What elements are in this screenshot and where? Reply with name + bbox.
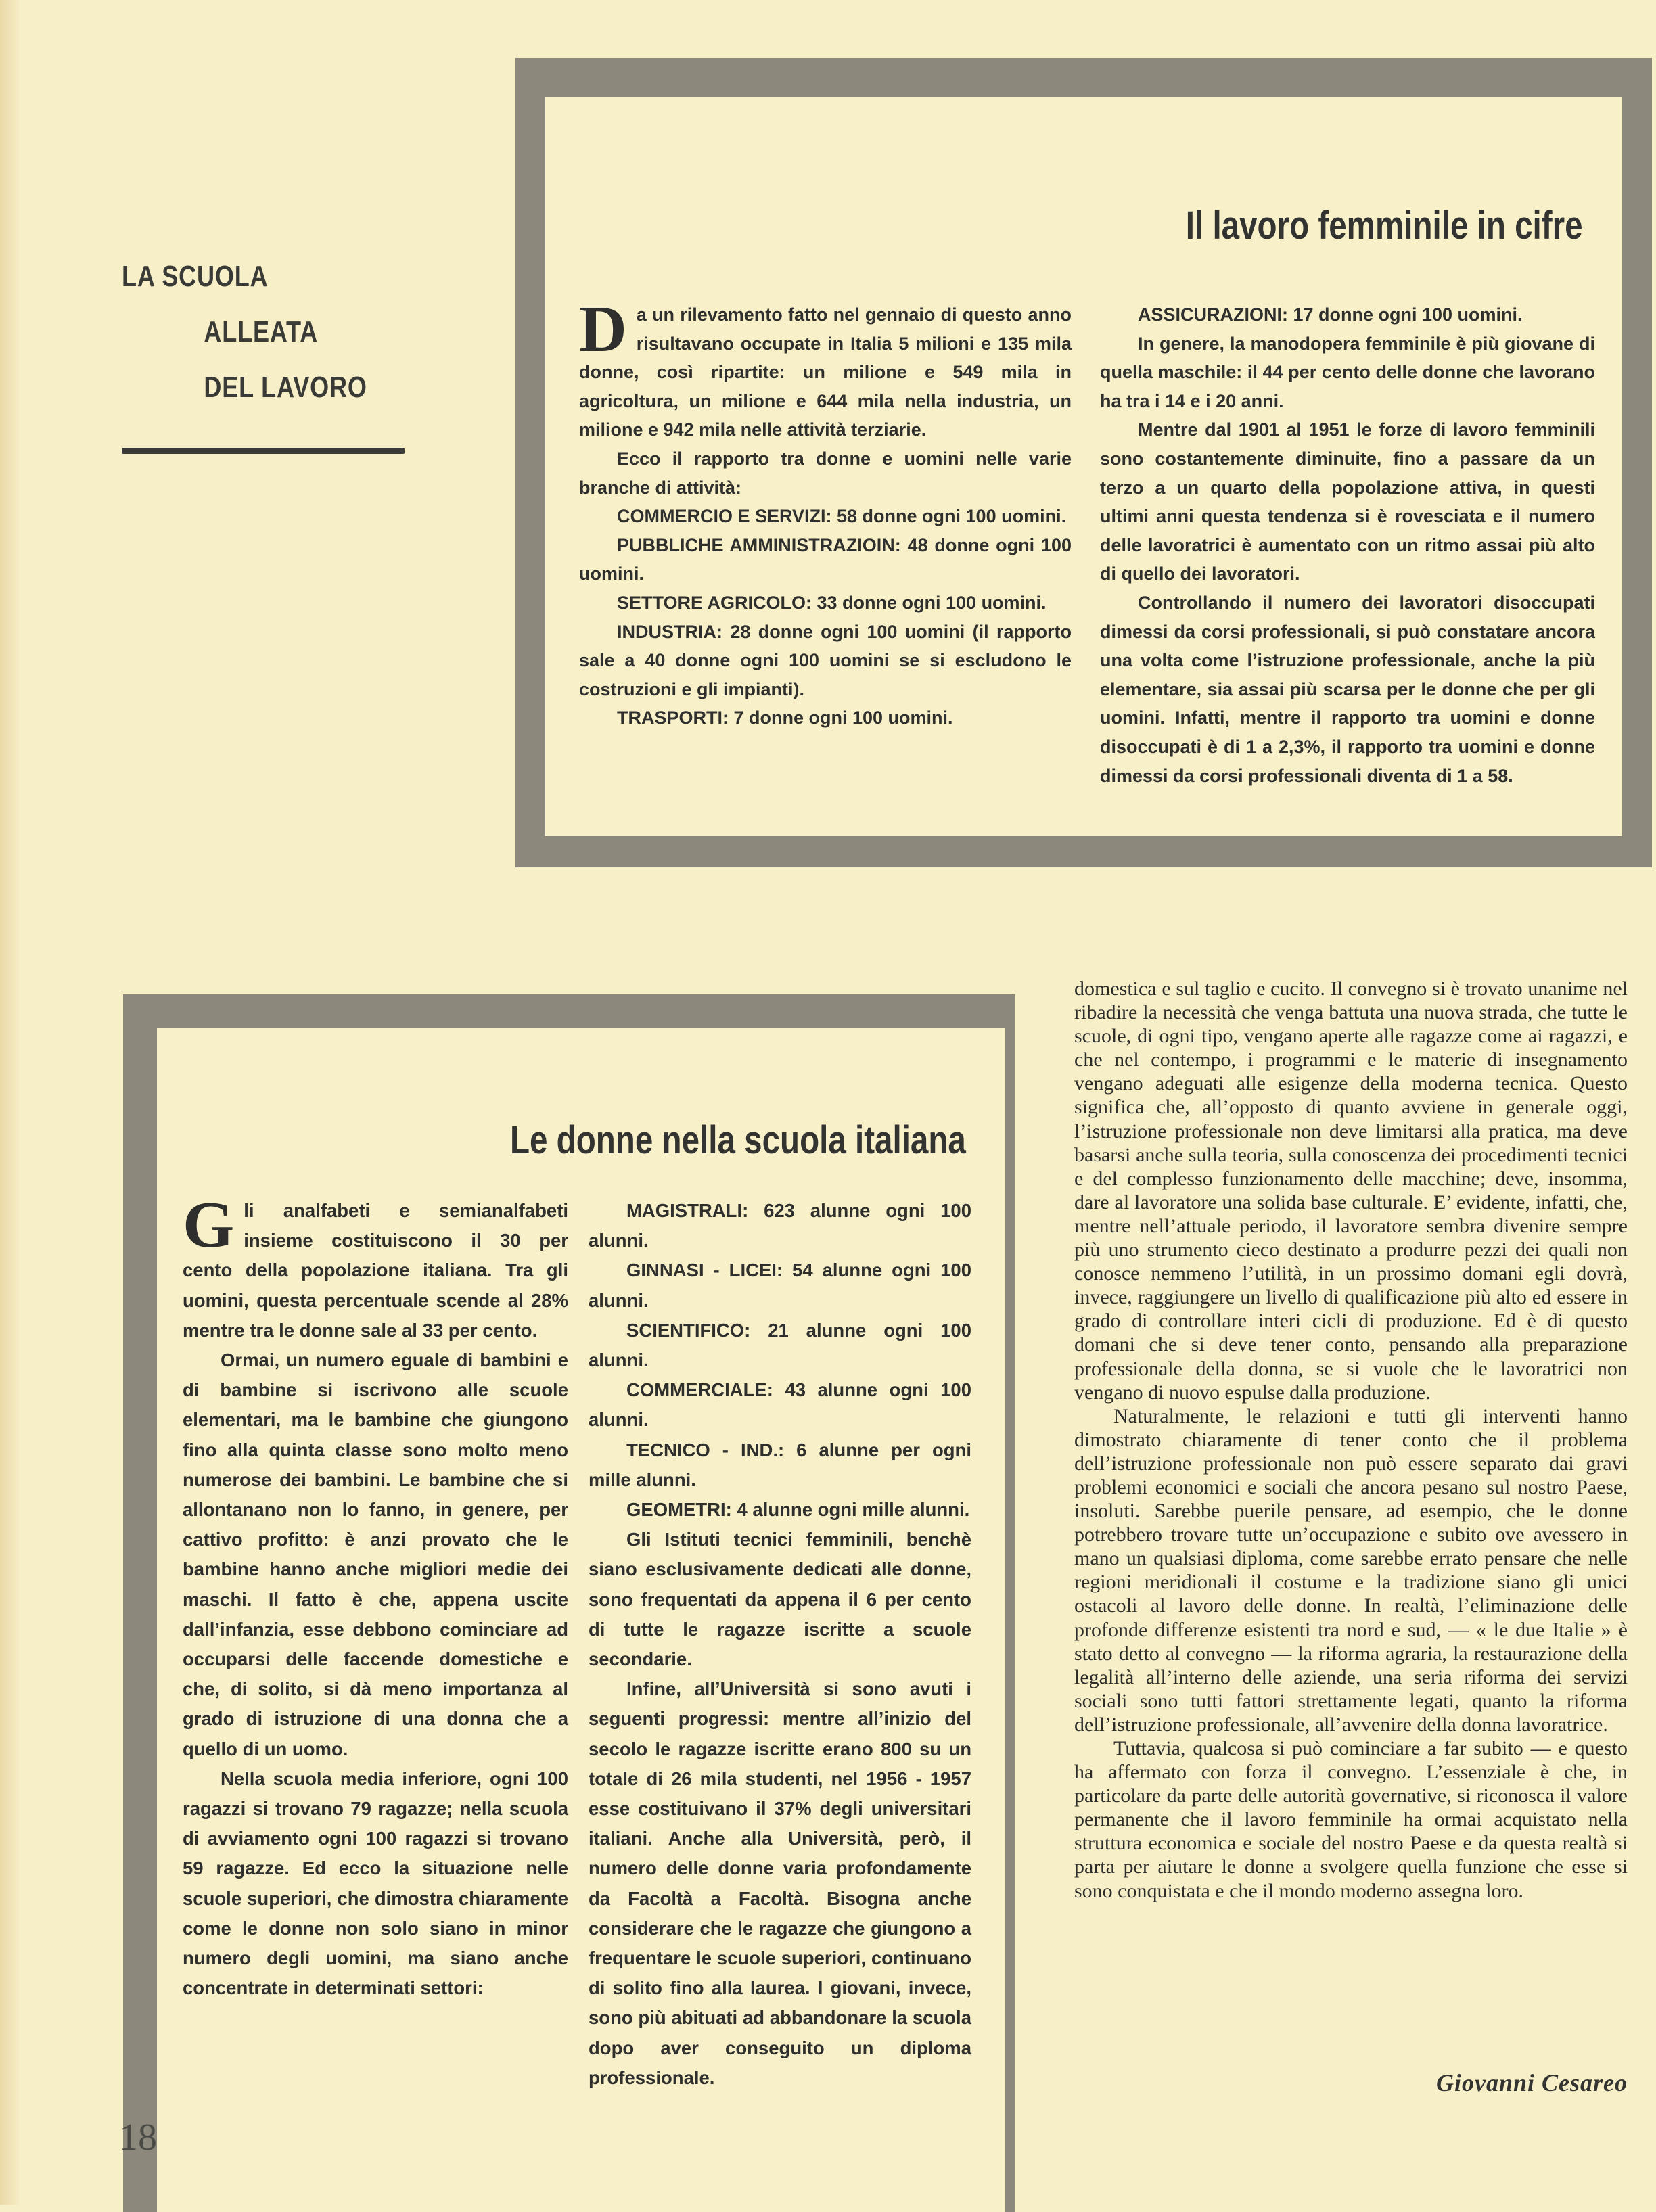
dropcap-g: G [183,1189,235,1262]
lavoro-paragraph: Mentre dal 1901 al 1951 le forze di lavoro femminili sono costantemente diminuite, fino a passare da un terzo a un quarto della popolazione attiva, in questi ultimi anni questa tendenza si è rovesciata e il numero delle lavoratrici è aumentato con un ritmo assai più alto di quello dei lavoratori. [1100,419,1595,584]
lavoro-femminile-title: Il lavoro femminile in cifre [1186,204,1583,248]
lavoro-femminile-box-inner [545,97,1622,836]
lavoro-stat-trasporti: TRASPORTI: 7 donne ogni 100 uomini. [617,708,953,729]
author-byline: Giovanni Cesareo [1435,2069,1628,2096]
lavoro-paragraph: Ecco il rapporto tra donne e uomini nelle varie branche di attività: [579,448,1072,498]
lavoro-paragraph: In genere, la manodopera femminile è più giovane di quella maschile: il 44 per cento delle donne che lavorano ha tra i 14 e i 20 anni. [1100,333,1595,411]
scuola-stat-ginnasi-licei: GINNASI - LICEI: 54 alunne ogni 100 alunni. [589,1260,971,1311]
scuola-stat-tecnico-ind: TECNICO - IND.: 6 alunne per ogni mille alunni. [589,1439,971,1490]
section-heading [122,249,367,415]
scuola-paragraph: Infine, all’Università si sono avuti i seguenti progressi: mentre all’inizio del secolo le ragazze iscritte erano 800 su un totale di 26 mila studenti, nel 1956 - 1957 esse costituivano il 37% degli universitari italiani. Anche alla Università, però, il numero delle donne varia profondamente da Facoltà a Facoltà. Bisogna anche considerare che le ragazze che giungono a frequentare le scuole superiori, continuano di solito fino alla laurea. I giovani, invece, sono più abituati ad abbandonare la scuola dopo aver conseguito un diploma professionale. [589,1678,971,2088]
scuola-stat-scientifico: SCIENTIFICO: 21 alunne ogni 100 alunni. [589,1319,971,1371]
page-edge [0,0,19,2205]
scuola-stat-commerciale: COMMERCIALE: 43 alunne ogni 100 alunni. [589,1379,971,1431]
page-number: 18 [119,2117,157,2159]
lavoro-stat-pubbliche: PUBBLICHE AMMINISTRAZIOIN: 48 donne ogni 100 uomini. [579,534,1072,584]
article-paragraph: Tuttavia, qualcosa si può cominciare a far subito — e questo ha affermato con forza il convegno. L’essenziale è che, in particolare da parte delle autorità governative, si riconosca il valore permanente che il lavoro femminile ha ormai acquistato nella struttura economica e sociale del nostro Paese e da questa realtà si parta per aiutare le donne a svolgere quella funzione che esse si sono conquistata e che il mondo moderno assegna loro. [1074,1737,1628,1902]
scuola-stat-geometri: GEOMETRI: 4 alunne ogni mille alunni. [626,1499,970,1521]
lavoro-stat-industria: INDUSTRIA: 28 donne ogni 100 uomini (il rapporto sale a 40 donne ogni 100 uomini se si escludono le costruzioni e gli impianti). [579,621,1072,699]
donne-scuola-box-inner [157,1028,1005,2212]
scuola-paragraph: Gli Istituti tecnici femminili, benchè siano esclusivamente dedicati alle donne, sono frequentati da appena il 6 per cento di tutte le ragazze iscritte a scuole secondarie. [589,1529,971,1670]
section-heading-line-2: ALLEATA [204,315,319,348]
donne-scuola-title: Le donne nella scuola italiana [510,1118,966,1162]
dropcap-d: D [579,293,627,366]
scuola-right-column [589,1196,971,2093]
article-paragraph: domestica e sul taglio e cucito. Il convegno si è trovato unanime nel ribadire la necessità che venga battuta una nuova strada, che tutte le scuole, di ogni tipo, vengano aperte alle ragazze come ai ragazzi, e che nel contempo, i programmi e le materie di insegnamento vengano adeguati alle esigenze della moderna tecnica. Questo significa che, all’opposto di quanto avviene in generale oggi, l’istruzione professionale non deve limitarsi alla pratica, ma deve basarsi anche sulla teoria, sulla conoscenza dei procedimenti tecnici e del complesso funzionamento delle macchine; deve, insomma, dare al lavoratore una solida base culturale. E’ evidente, infatti, che, mentre nell’attuale periodo, il lavoratore sembra divenire sempre più uno strumento cieco destinato a produrre pezzi dei quali non conosce nemmeno l’utilità, in un prossimo domani egli dovrà, invece, raggiungere un livello di qualificazione più alto ed essere in grado di controllare interi cicli di produzione. Ed è di questo domani che si deve tener conto, pensando alla preparazione professionale della donna, se si vuole che le lavoratrici non vengano di nuovo espulse dalla produzione. [1074,977,1628,1404]
lavoro-femminile-box [515,58,1652,867]
article-body [1074,977,1628,1903]
lavoro-paragraph: Controllando il numero dei lavoratori disoccupati dimessi da corsi professionali, si può constatare ancora una volta come l’istruzione professionale, anche la più elementare, sia assai più scarsa per le donne che per gli uomini. Infatti, mentre il rapporto tra uomini e donne disoccupati è di 1 a 2,3%, il rapporto tra uomini e donne dimessi da corsi professionali diventa di 1 a 58. [1100,592,1595,786]
lavoro-left-column [579,293,1072,733]
scuola-left-column [183,1189,568,2003]
section-heading-line-1: LA SCUOLA [122,260,269,293]
heading-rule [122,448,405,454]
section-heading-line-3: DEL LAVORO [204,371,367,404]
donne-scuola-box [123,994,1015,2212]
lavoro-stat-assicurazioni: ASSICURAZIONI: 17 donne ogni 100 uomini. [1138,304,1523,325]
article-paragraph: Naturalmente, le relazioni e tutti gli interventi hanno dimostrato chiaramente di tener conto che il problema dell’istruzione professionale non può essere separato dai gravi problemi economici e sociali che ancora pesano sul nostro Paese, insoluti. Sarebbe puerile pensare, ad esempio, che le donne potrebbero trovare tutte un’occupazione e subito ove avessero in mano un qualsiasi diploma, come sarebbe errato pensare che nelle regioni meridionali il costume e la tradizione siano gli unici ostacoli al lavoro delle donne. In realtà, l’eliminazione delle profonde differenze esistenti tra nord e sud, — « le due Italie » è stato detto al convegno — la riforma agraria, la restaurazione della legalità all’interno delle aziende, una seria riforma dei servizi sociali sono tutti fattori strettamente legati, quanto la riforma dell’istruzione professionale, all’avvenire della donna lavoratrice. [1074,1404,1628,1736]
scuola-paragraph: Nella scuola media inferiore, ogni 100 ragazzi si trovano 79 ragazze; nella scuola di avviamento ogni 100 ragazzi si trovano 59 ragazze. Ed ecco la situazione nelle scuole superiori, che dimostra chiaramente come le donne non solo siano in minor numero degli uomini, ma siano anche concentrate in determinati settori: [183,1768,568,1999]
lavoro-right-column [1100,300,1595,790]
scuola-intro-paragraph: Gli analfabeti e semianalfabeti insieme costituiscono il 30 per cento della popolazione italiana. Tra gli uomini, questa percentuale scende al 28% mentre tra le donne sale al 33 per cento. [183,1189,568,1341]
scuola-paragraph: Ormai, un numero eguale di bambini e di bambine si iscrivono alle scuole elementari, ma le bambine che giungono fino alla quinta classe sono molto meno numerose dei bambini. Le bambine che si allontanano non lo fanno, in genere, per cattivo profitto: è anzi provato che le bambine hanno anche migliori medie dei maschi. Il fatto è che, appena uscite dall’infanzia, esse debbono cominciare ad occuparsi delle faccende domestiche e che, di solito, si dà meno importanza al grado di istruzione di una donna che a quello di un uomo. [183,1350,568,1759]
scuola-stat-magistrali: MAGISTRALI: 623 alunne ogni 100 alunni. [589,1200,971,1251]
lavoro-intro-paragraph: Da un rilevamento fatto nel gennaio di questo anno risultavano occupate in Italia 5 milioni e 135 mila donne, così ripartite: un milione e 549 mila in agricoltura, un milione e 644 mila nella industria, un milione e 942 mila nelle attività terziarie. [579,293,1072,440]
lavoro-stat-commercio: COMMERCIO E SERVIZI: 58 donne ogni 100 uomini. [617,506,1067,527]
lavoro-stat-agricolo: SETTORE AGRICOLO: 33 donne ogni 100 uomini. [617,592,1046,613]
